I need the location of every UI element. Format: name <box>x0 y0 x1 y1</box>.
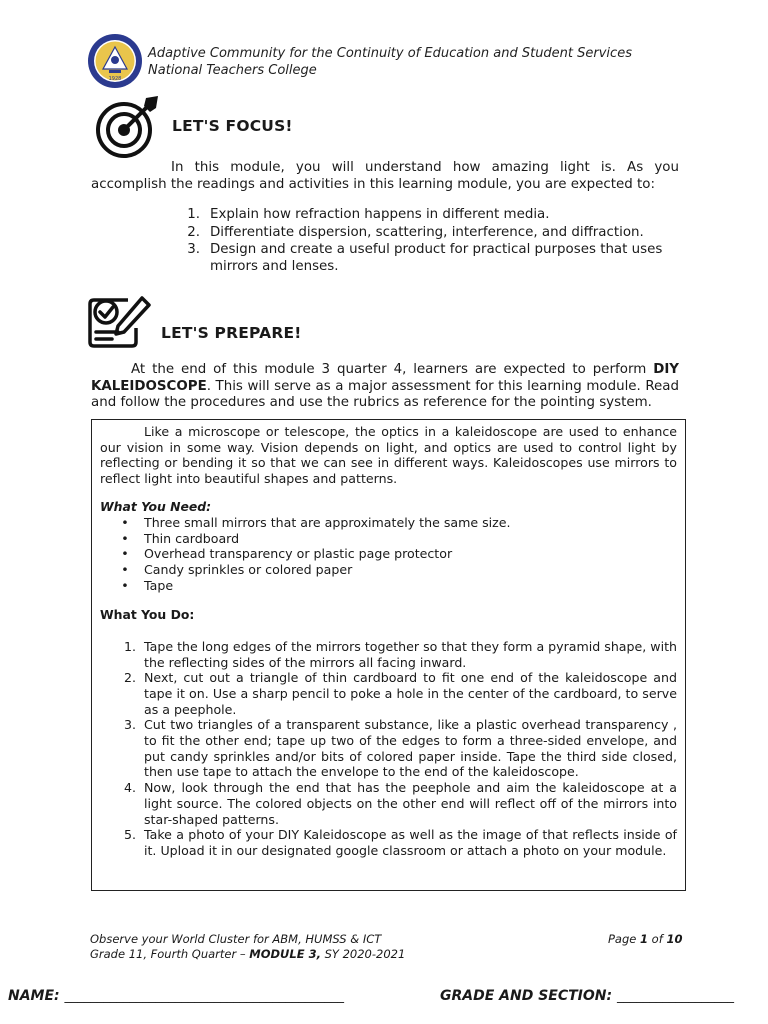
prepare-intro <box>91 362 679 412</box>
step-number: 4. <box>123 780 136 796</box>
target-icon <box>94 94 162 160</box>
objective-number: 3. <box>187 242 200 257</box>
grade-section-label: GRADE AND SECTION: <box>440 988 613 1004</box>
objective-text: Explain how refraction happens in different media. <box>210 207 550 222</box>
objective-number: 1. <box>187 207 200 222</box>
box-intro: Like a microscope or telescope, the optics in a kaleidoscope are used to enhance our vision in some way. Vision depends on light, and optics are used to control light by reflecting or bending it so that we can see in different ways. Kaleidoscopes use mirrors to reflect light into beautiful shapes and patterns. <box>100 424 677 487</box>
step-text: Cut two triangles of a transparent substance, like a plastic overhead transparency , to fit the other end; tape up two of the edges to form a three-sided envelope, and put candy sprinkles and/or bits of colored paper inside. Tape the third side closed, then use tape to attach the envelope to the end of the kaleidoscope. <box>144 717 677 780</box>
lets-prepare-heading: LET'S PREPARE! <box>161 324 302 342</box>
lets-focus-heading: LET'S FOCUS! <box>172 117 293 135</box>
header-line-1: Adaptive Community for the Continuity of Education and Student Services <box>148 46 632 61</box>
focus-intro-text: In this module, you will understand how amazing light is. As you accomplish the readings and activities in this learning module, you are expected to: <box>91 160 679 192</box>
page-current: 1 <box>640 932 649 946</box>
bullet-icon: • <box>121 562 129 578</box>
bullet-icon: • <box>121 578 129 593</box>
prepare-intro-text-a: At the end of this module 3 quarter 4, learners are expected to perform <box>131 362 654 377</box>
step-text: Next, cut out a triangle of thin cardboard to fit one end of the kaleidoscope and tape it on. Use a sharp pencil to poke a hole in the center of the cardboard, to serve as a peephole. <box>144 670 677 717</box>
step-number: 1. <box>123 638 136 654</box>
list-item <box>100 639 677 670</box>
page-number <box>608 932 682 946</box>
material-text: Thin cardboard <box>144 530 240 546</box>
header-line-2: National Teachers College <box>148 63 317 78</box>
objective-item <box>176 207 680 224</box>
step-text: Take a photo of your DIY Kaleidoscope as well as the image of that reflects inside of it. Upload it in our designated google classroom or attach a photo on your module. <box>144 827 677 858</box>
prepare-intro-text-b: . This will serve as a major assessment for this learning module. Read and follow the procedures and use the rubrics as reference for the pointing system. <box>91 378 679 410</box>
material-text: Overhead transparency or plastic page protector <box>144 546 453 562</box>
list-item <box>100 670 677 717</box>
footer-grade-prefix: Grade 11, Fourth Quarter – <box>90 947 250 961</box>
page-of: of <box>648 932 667 946</box>
step-number: 2. <box>123 670 136 686</box>
step-text: Tape the long edges of the mirrors together so that they form a pyramid shape, with the reflecting sides of the mirrors all facing inward. <box>144 638 677 670</box>
what-you-need-heading: What You Need: <box>100 498 212 514</box>
page-total: 10 <box>666 932 683 946</box>
step-number: 3. <box>123 717 136 733</box>
bullet-icon: • <box>121 514 129 530</box>
bullet-icon: • <box>121 530 129 546</box>
what-you-do-heading: What You Do: <box>100 606 195 622</box>
material-text: Three small mirrors that are approximately the same size. <box>144 514 511 530</box>
page-word: Page <box>608 932 641 946</box>
checklist-pencil-icon <box>86 292 152 350</box>
step-number: 5. <box>123 827 136 843</box>
prepare-intro-bold: DIY KALEIDOSCOPE <box>91 362 679 394</box>
objective-number: 2. <box>187 224 200 240</box>
svg-text:1928: 1928 <box>108 76 122 82</box>
list-item <box>100 780 677 827</box>
list-item <box>100 717 677 780</box>
footer-cluster: Observe your World Cluster for ABM, HUMSS & ICT <box>90 932 382 946</box>
objectives-list <box>176 207 680 276</box>
objective-text: Design and create a useful product for practical purposes that uses mirrors and lenses. <box>210 242 663 274</box>
name-label: NAME: <box>8 988 60 1004</box>
list-item <box>100 531 677 547</box>
objective-item <box>176 242 680 275</box>
college-seal <box>87 33 143 89</box>
list-item <box>100 515 677 531</box>
objective-text: Differentiate dispersion, scattering, interference, and diffraction. <box>210 224 644 240</box>
footer-sy: SY 2020-2021 <box>320 947 406 961</box>
grade-section-field[interactable] <box>440 988 734 1004</box>
kaleidoscope-instructions-box <box>91 419 686 891</box>
bullet-icon: • <box>121 546 129 562</box>
footer-grade <box>90 947 405 961</box>
list-item <box>100 578 677 594</box>
list-item <box>100 562 677 578</box>
material-text: Tape <box>144 578 174 593</box>
list-item <box>100 827 677 858</box>
step-text: Now, look through the end that has the peephole and aim the kaleidoscope at a light source. The colored objects on the other end will reflect off of the mirrors into star-shaped patterns. <box>144 780 677 827</box>
material-text: Candy sprinkles or colored paper <box>144 562 353 578</box>
grade-section-line[interactable]: __________________ <box>616 989 734 1004</box>
objective-item <box>176 225 680 242</box>
footer-module: MODULE 3, <box>249 947 321 961</box>
list-item <box>100 546 677 562</box>
name-field[interactable] <box>8 988 344 1004</box>
materials-list <box>100 515 677 594</box>
focus-intro <box>91 160 679 193</box>
steps-list <box>100 639 677 859</box>
name-line[interactable]: ___________________________________________ <box>64 989 345 1004</box>
